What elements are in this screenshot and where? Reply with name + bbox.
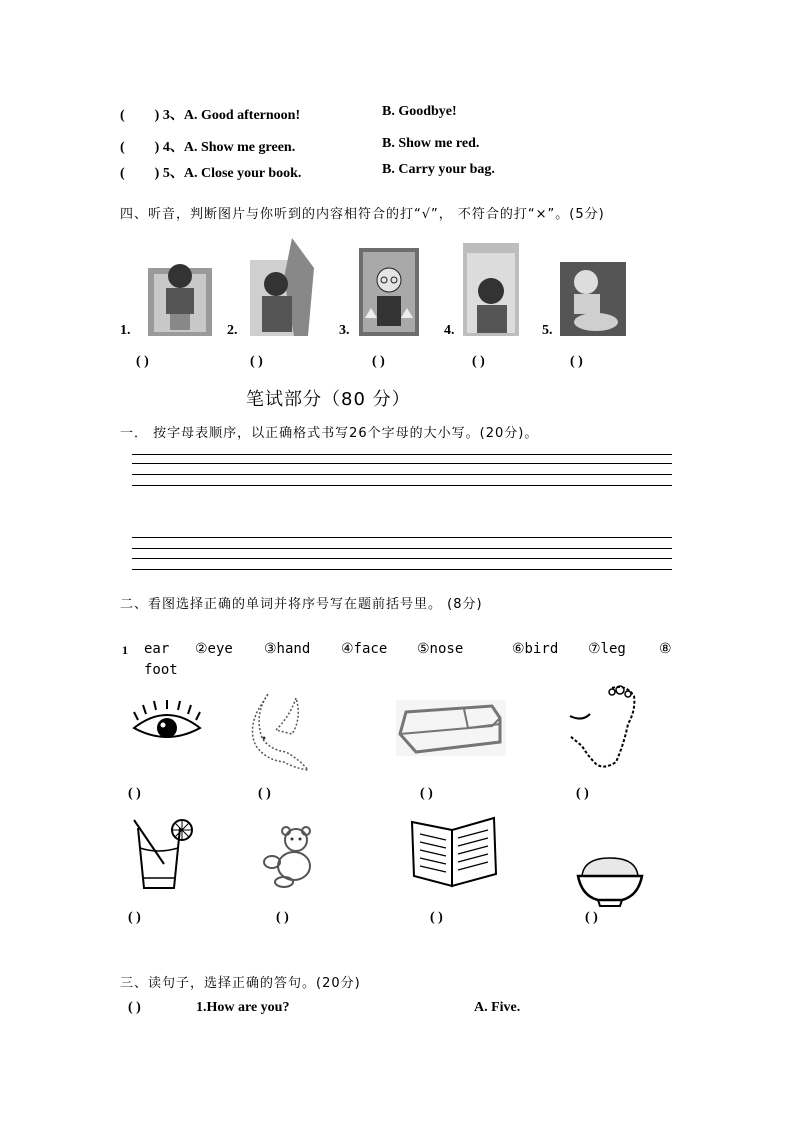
answer-bracket-2[interactable]: ( )	[250, 354, 263, 369]
section4-title: 四、听音，判断图片与你听到的内容相符合的打“√”， 不符合的打“×”。(5分)	[120, 207, 605, 222]
word-eighth-marker: ⑧	[659, 641, 672, 657]
foot-icon	[568, 680, 638, 772]
boy-waving-icon	[250, 238, 316, 336]
mc-option-b-4: B. Show me red.	[382, 136, 480, 151]
bird-icon	[246, 690, 312, 776]
w1-title: 一． 按字母表顺序，以正确格式书写26个字母的大小写。(20分)。	[120, 426, 539, 441]
w3-title: 三、读句子，选择正确的答句。(20分)	[120, 976, 361, 991]
mc-row-5: ( ) 5、A. Close your book.	[120, 166, 302, 181]
boy-glasses-icon	[359, 248, 419, 336]
written-part-title: 笔试部分（80 分）	[246, 389, 411, 410]
word-list-lead: 1	[122, 643, 128, 657]
pic-answer-eye[interactable]: ( )	[128, 786, 141, 801]
w3-option-a-1: A. Five.	[474, 1000, 521, 1015]
eraser-icon	[396, 700, 506, 756]
eye-icon	[130, 700, 204, 748]
w3-answer-bracket-1[interactable]: ( )	[128, 1000, 141, 1015]
pic-num-1: 1.	[120, 323, 131, 338]
mc-option-b-3: B. Goodbye!	[382, 104, 457, 119]
word-eye: ②eye	[195, 641, 233, 657]
pic-num-2: 2.	[227, 323, 238, 338]
pic-answer-bird[interactable]: ( )	[258, 786, 271, 801]
pic-answer-juice[interactable]: ( )	[128, 910, 141, 925]
pic-answer-foot[interactable]: ( )	[576, 786, 589, 801]
pic-answer-rice[interactable]: ( )	[585, 910, 598, 925]
teddy-bear-icon	[262, 826, 322, 888]
w2-title: 二、看图选择正确的单词并将序号写在题前括号里。 (8分)	[120, 597, 483, 612]
answer-bracket-1[interactable]: ( )	[136, 354, 149, 369]
word-leg: ⑦leg	[588, 641, 626, 657]
word-face: ④face	[341, 641, 388, 657]
word-hand: ③hand	[264, 641, 311, 657]
w3-question-1: 1.How are you?	[196, 1000, 290, 1015]
answer-bracket-5[interactable]: ( )	[570, 354, 583, 369]
pic-num-3: 3.	[339, 323, 350, 338]
word-bird: ⑥bird	[512, 641, 559, 657]
mc-row-3: ( ) 3、A. Good afternoon!	[120, 108, 301, 123]
juice-glass-icon	[130, 816, 194, 892]
word-foot: foot	[144, 662, 178, 678]
boy-sitting-icon	[148, 258, 212, 336]
answer-bracket-4[interactable]: ( )	[472, 354, 485, 369]
boy-profile-icon	[463, 243, 519, 336]
word-ear: ear	[144, 641, 170, 657]
girl-sitting-icon	[560, 262, 626, 336]
rice-bowl-icon	[576, 856, 644, 908]
mc-option-b-5: B. Carry your bag.	[382, 162, 495, 177]
pic-answer-book[interactable]: ( )	[430, 910, 443, 925]
pic-answer-teddy[interactable]: ( )	[276, 910, 289, 925]
pic-num-5: 5.	[542, 323, 553, 338]
pic-num-4: 4.	[444, 323, 455, 338]
word-nose: ⑤nose	[417, 641, 464, 657]
open-book-icon	[408, 812, 498, 888]
answer-bracket-3[interactable]: ( )	[372, 354, 385, 369]
mc-row-4: ( ) 4、A. Show me green.	[120, 140, 296, 155]
pic-answer-eraser[interactable]: ( )	[420, 786, 433, 801]
